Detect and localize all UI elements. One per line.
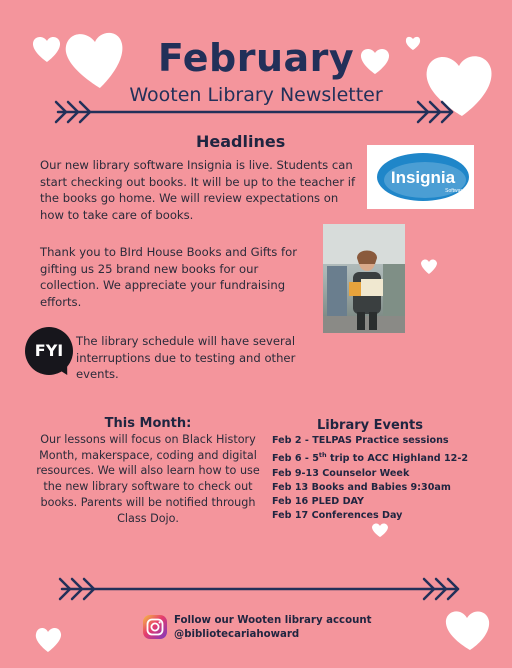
instagram-handle-link[interactable]: @bibliotecariahoward <box>174 629 300 640</box>
insignia-logo-image <box>367 145 474 209</box>
page-subtitle: Wooten Library Newsletter <box>129 84 383 106</box>
event-item-suffix: trip to ACC Highland 12-2 <box>326 453 468 465</box>
headline-schedule-text: The library schedule will have several interruptions due to testing and other events. <box>76 334 296 381</box>
library-events-list <box>272 434 502 523</box>
event-item-prefix: Feb 6 - 5 <box>272 453 319 465</box>
event-item <box>272 448 502 466</box>
event-item-ordinal: th <box>318 451 327 460</box>
event-item: Feb 13 Books and Babies 9:30am <box>272 481 451 493</box>
insignia-logo-name: Insignia <box>390 168 456 187</box>
library-events-heading: Library Events <box>316 418 424 433</box>
insignia-logo-tagline: Software <box>445 188 465 194</box>
follow-line: Follow our Wooten library account <box>174 615 372 626</box>
instagram-icon[interactable] <box>143 615 167 639</box>
this-month-heading: This Month: <box>104 416 192 431</box>
headlines-heading: Headlines <box>196 132 286 151</box>
event-item: Feb 9-13 Counselor Week <box>272 467 410 479</box>
headline-bird-house-text: Thank you to BIrd House Books and Gifts for gifting us 25 brand new books for our collection. We appreciate your fundraising efforts. <box>40 245 297 309</box>
event-item: Feb 2 - TELPAS Practice sessions <box>272 435 449 446</box>
page-title: February <box>157 36 355 80</box>
bottom-arrow-divider <box>60 579 458 599</box>
insignia-logo <box>367 145 474 209</box>
headline-insignia-text: Our new library software Insignia is live. Students can start checking out books. It will be up to the teacher if the books go home. We will review expectations on how to take care of books. <box>40 158 356 222</box>
this-month-text: Our lessons will focus on Black History Month, makerspace, coding and digital resources. We will also learn how to use the new library software to check out books. Parents will be notified through Class Dojo. <box>36 433 260 525</box>
instagram-follow <box>174 614 371 642</box>
donation-photo <box>323 224 405 333</box>
event-item: Feb 17 Conferences Day <box>272 510 403 522</box>
event-item: Feb 16 PLED DAY <box>272 496 364 507</box>
fyi-badge: FYI <box>25 327 73 375</box>
